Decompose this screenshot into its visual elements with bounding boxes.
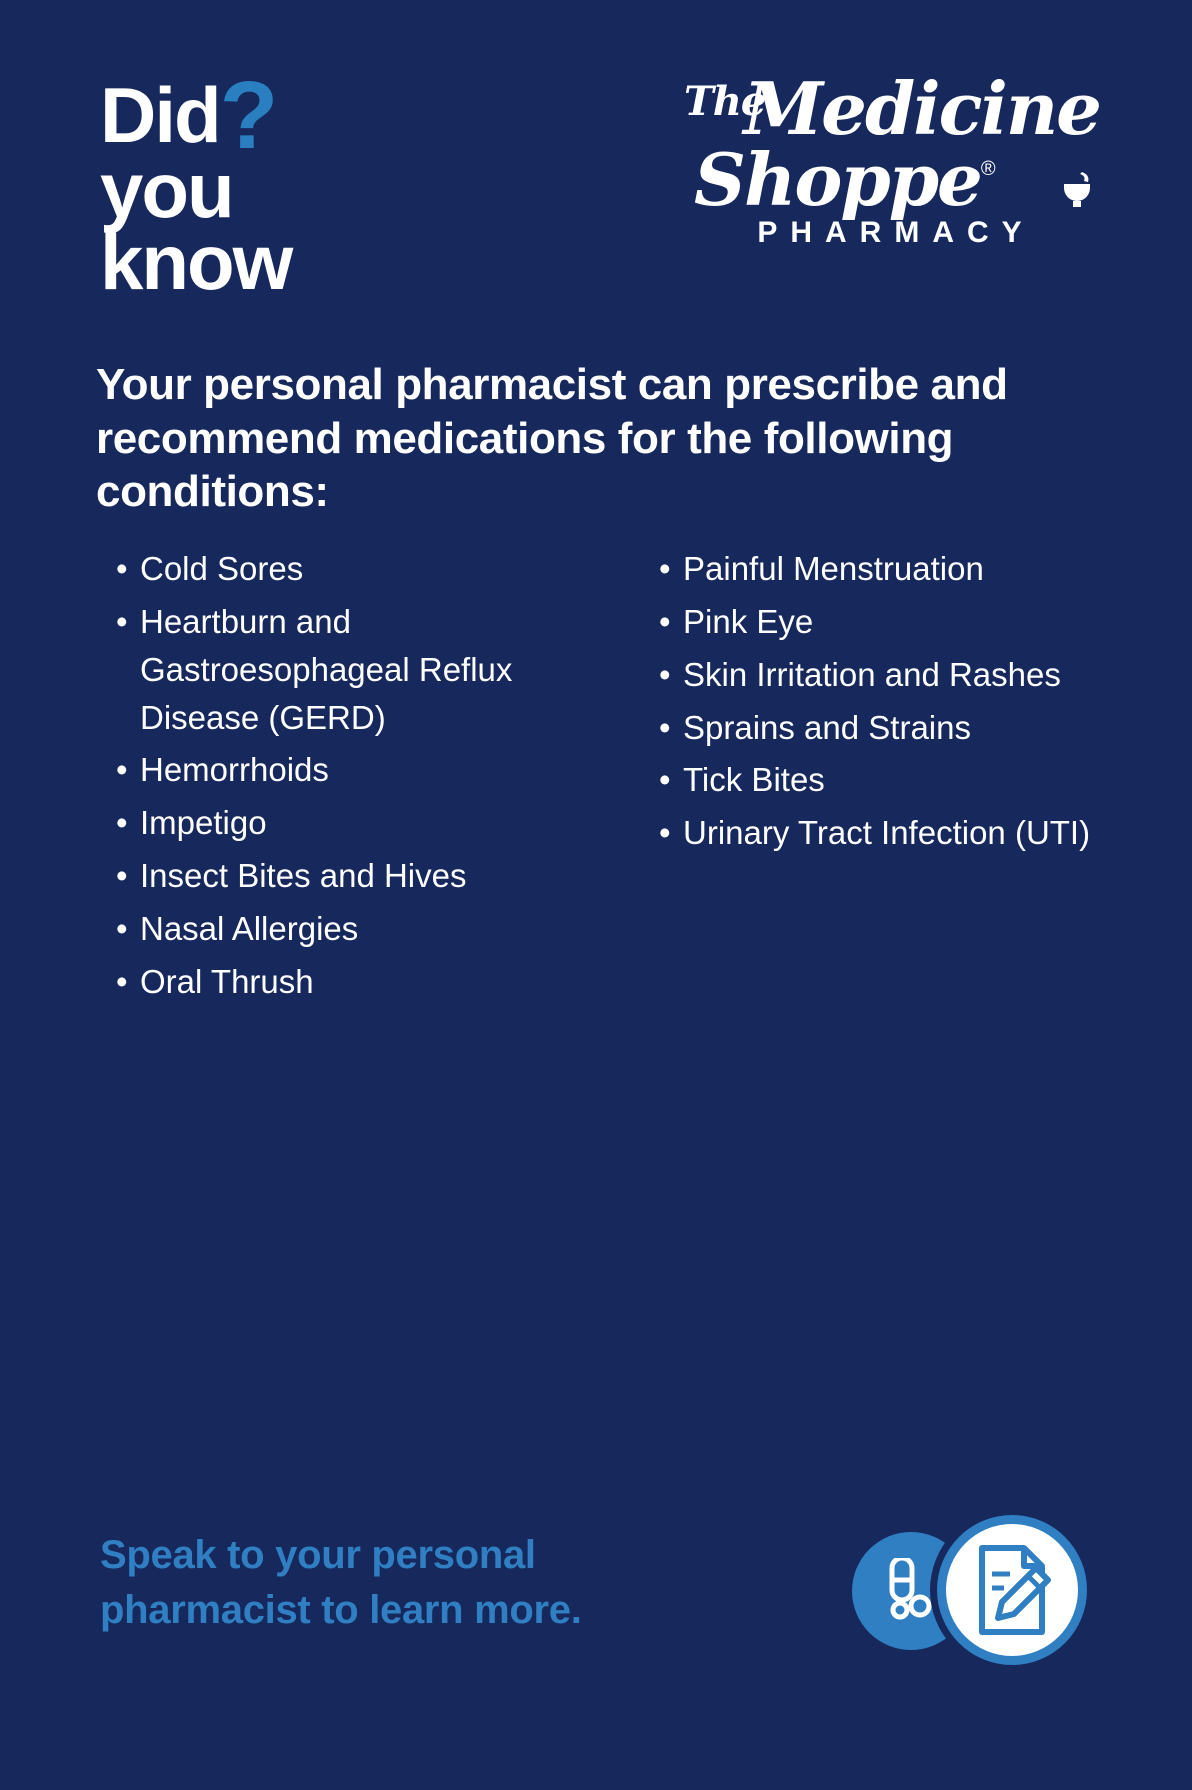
headline: Your personal pharmacist can prescribe and recommend medications for the following conditions: [96,360,1008,517]
medicine-shoppe-logo [680,66,1100,250]
brand-shoppe: Shoppe [694,136,981,222]
list-item: • Cold Sores [112,545,569,593]
list-item: • Tick Bites [655,756,1112,804]
footer-call-to-action [100,1528,760,1638]
conditions-list-right [655,545,1112,857]
brand-medicine: Medicine [743,66,1100,151]
didyouknow-line-2: you [100,145,233,234]
poster-header [0,0,1192,330]
list-item: • Sprains and Strains [655,704,1112,752]
list-item: • Heartburn and Gastroesophageal Reflux Disease (GERD) [112,598,569,742]
prescription-document-pen-icon [962,1540,1062,1640]
conditions-list-left [112,545,569,1006]
list-item: • Insect Bites and Hives [112,852,569,900]
registered-trademark-icon: ® [980,157,996,180]
brand-shoppe-row [694,136,1100,222]
mortar-and-pestle-icon [1060,170,1094,210]
list-item: • Pink Eye [655,598,1112,646]
didyouknow-text-did: Did [100,71,220,159]
list-item: • Nasal Allergies [112,905,569,953]
footer-icon-group [852,1502,1102,1672]
footer-cta-line-2: pharmacist to learn more. [100,1587,582,1632]
question-mark-icon: ? [219,62,277,169]
footer-cta-line-1: Speak to your personal [100,1532,536,1577]
list-item: • Skin Irritation and Rashes [655,651,1112,699]
list-item: • Oral Thrush [112,958,569,1006]
conditions-lists [112,545,1112,1011]
brand-the: The [684,78,766,125]
conditions-column-right [609,545,1112,1011]
conditions-column-left [112,545,569,1011]
brand-pharmacy: PHARMACY [757,215,1035,249]
didyouknow-line-1 [100,62,520,169]
poster-footer [0,1490,1192,1790]
didyouknow-line-3: know [100,217,292,306]
list-item: • Painful Menstruation [655,545,1112,593]
list-item: • Impetigo [112,799,569,847]
list-item: • Urinary Tract Infection (UTI) [655,809,1112,857]
list-item: • Hemorrhoids [112,746,569,794]
did-you-know-wordmark [100,62,520,306]
